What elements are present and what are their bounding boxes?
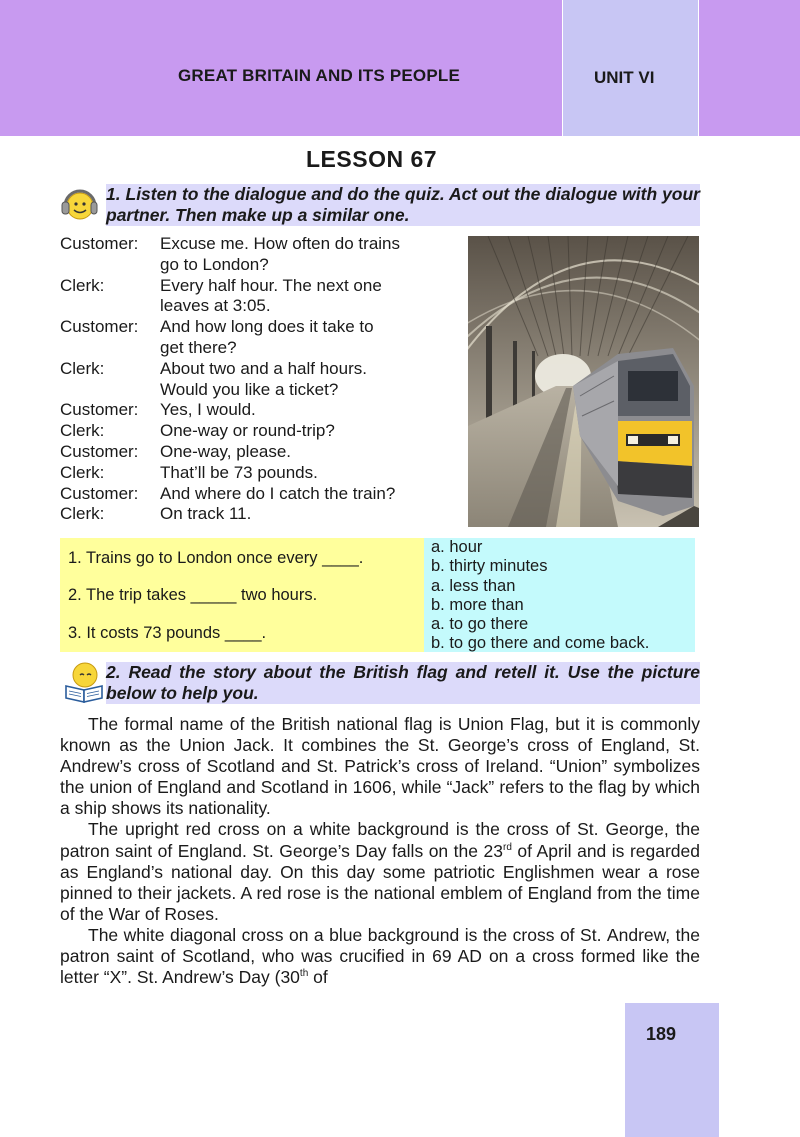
- quiz-option: b. thirty minutes: [431, 557, 548, 576]
- dialogue-turn: [60, 359, 454, 401]
- task1-instruction: 1. Listen to the dialogue and do the quiz. Act out the dialogue with your partner. Then make up a similar one.: [106, 184, 700, 225]
- dialogue-turn: [60, 276, 454, 318]
- dialogue-turn: [60, 484, 454, 505]
- quiz-question: 3. It costs 73 pounds ____.: [68, 624, 267, 642]
- quiz-question: 2. The trip takes _____ two hours.: [68, 586, 318, 604]
- dialogue-turn: [60, 442, 454, 463]
- speaker-label: Customer:: [60, 317, 139, 337]
- story-paragraph: The upright red cross on a white background is the cross of St. George, the patron saint of England. St. George’s Day falls on the 23rd of April and is regarded as England’s national day. On this day some patriotic Englishmen wear a rose pinned to their jackets. A red rose is the national emblem of England from the time of the War of Roses.: [60, 819, 700, 924]
- dialogue-turn: [60, 463, 454, 484]
- quiz-option: a. hour: [431, 538, 483, 556]
- dialogue-line: That’ll be 73 pounds.: [160, 462, 318, 482]
- section-title: GREAT BRITAIN AND ITS PEOPLE: [178, 66, 461, 85]
- speaker-label: Clerk:: [60, 275, 105, 295]
- dialogue-line: One-way or round-trip?: [160, 421, 335, 441]
- dialogue-line: About two and a half hours. Would you like a ticket?: [160, 358, 367, 399]
- headphones-smiley-icon: [60, 184, 98, 224]
- speaker-label: Customer:: [60, 234, 139, 253]
- header-band-right: [699, 0, 800, 136]
- dialogue-line: Excuse me. How often do trains go to London?: [160, 234, 401, 274]
- dialogue-line: Every half hour. The next one leaves at 3:05.: [160, 275, 382, 316]
- speaker-label: Customer:: [60, 400, 139, 420]
- train-station-photo: [468, 236, 699, 527]
- quiz-option: a. less than: [431, 576, 516, 595]
- speaker-label: Customer:: [60, 483, 139, 503]
- speaker-label: Customer:: [60, 441, 139, 461]
- page-number: 189: [645, 1024, 677, 1044]
- dialogue-line: On track 11.: [160, 504, 252, 524]
- quiz-question: 1. Trains go to London once every ____.: [68, 549, 364, 567]
- quiz-questions: [60, 538, 424, 652]
- story-paragraph: The formal name of the British national flag is Union Flag, but it is commonly known as the Union Jack. It combines the St. George’s cross of England, St. Andrew’s cross of Scotland and St. Patrick’s cross of Ireland. “Union” symbolizes the union of England and Scotland in 1606, while “Jack” refers to the flag by which a ship shows its nationality.: [60, 714, 700, 819]
- lesson-title: LESSON 67: [306, 146, 438, 172]
- quiz-option: b. to go there and come back.: [431, 634, 650, 653]
- reading-book-smiley-icon: [64, 660, 104, 704]
- speaker-label: Clerk:: [60, 462, 105, 482]
- dialogue-line: And where do I catch the train?: [160, 483, 396, 503]
- task2-instruction: 2. Read the story about the British flag and retell it. Use the picture below to help you.: [106, 662, 700, 703]
- unit-label: UNIT VI: [594, 68, 655, 87]
- quiz-options: [424, 538, 695, 652]
- speaker-label: Clerk:: [60, 504, 105, 524]
- dialogue-turn: [60, 234, 454, 276]
- quiz-option: b. more than: [431, 595, 524, 614]
- dialogue-line: One-way, please.: [160, 441, 292, 461]
- dialogue-line: And how long does it take to get there?: [160, 317, 374, 357]
- dialogue-turn: [60, 400, 454, 421]
- dialogue-turn: [60, 421, 454, 442]
- speaker-label: Clerk:: [60, 421, 105, 441]
- story-paragraph: The white diagonal cross on a blue background is the cross of St. Andrew, the patron saint of Scotland, who was crucified in 69 AD on a cross formed like the letter “X”. St. Andrew’s Day (30th of: [60, 924, 700, 988]
- quiz-option: a. to go there: [431, 615, 529, 634]
- dialogue: [60, 234, 454, 525]
- dialogue-turn: [60, 504, 454, 525]
- speaker-label: Clerk:: [60, 358, 105, 378]
- dialogue-turn: [60, 317, 454, 359]
- dialogue-line: Yes, I would.: [160, 400, 256, 420]
- story-text: [60, 714, 700, 988]
